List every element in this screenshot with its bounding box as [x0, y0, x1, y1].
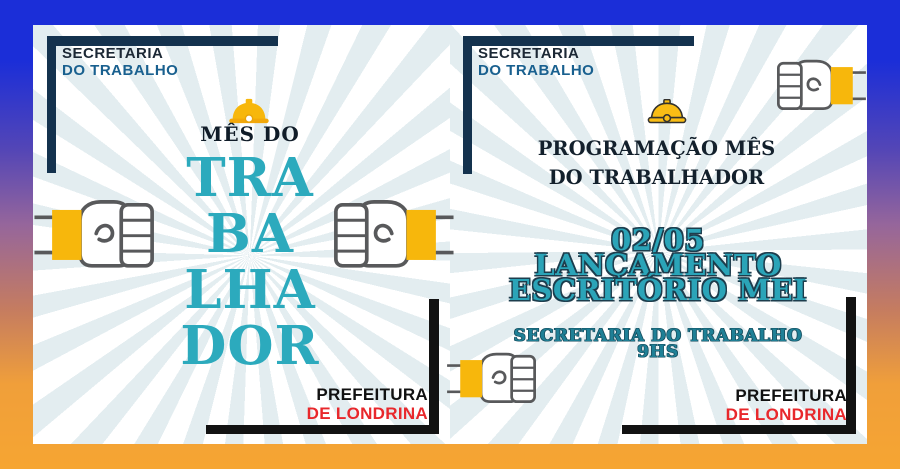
title-line: LHA: [184, 259, 316, 321]
title-line: DOR: [180, 315, 320, 377]
program-heading: [534, 134, 779, 192]
fist-bump-icon: [774, 56, 867, 111]
left-prefeitura-label: [230, 386, 428, 423]
event-title-line2: ESCRITÓRIO MEI: [508, 273, 808, 307]
right-org-label: [478, 45, 594, 79]
org-line2: DO TRABALHO: [62, 62, 179, 79]
org-line1: SECRETARIA: [478, 45, 580, 62]
hard-hat-outline-icon: [646, 99, 688, 125]
title-line: BA: [206, 203, 294, 265]
left-kicker: MÊS DO: [200, 122, 300, 146]
prefeitura-line2: DE LONDRINA: [306, 403, 428, 423]
org-line1: SECRETARIA: [62, 45, 164, 62]
prefeitura-line1: PREFEITURA: [735, 386, 847, 405]
program-line1: PROGRAMAÇÃO MÊS: [537, 137, 776, 160]
event-date: 02/05: [611, 223, 705, 257]
fist-bump-icon: [33, 195, 158, 269]
fist-bump-icon: [446, 349, 539, 404]
org-line2: DO TRABALHO: [478, 62, 595, 79]
program-line2: DO TRABALHADOR: [548, 166, 765, 189]
left-org-label: [62, 45, 178, 79]
event-time: 9HS: [637, 342, 679, 362]
prefeitura-line2: DE LONDRINA: [725, 404, 847, 424]
event-announcement: [503, 223, 813, 307]
prefeitura-line1: PREFEITURA: [316, 385, 428, 404]
title-line: TRA: [186, 147, 314, 209]
right-prefeitura-label: [650, 387, 847, 424]
fist-bump-icon: [330, 195, 455, 269]
event-title-line1: LANÇAMENTO: [534, 248, 782, 282]
event-place: SECRETARIA DO TRABALHO: [513, 326, 803, 346]
